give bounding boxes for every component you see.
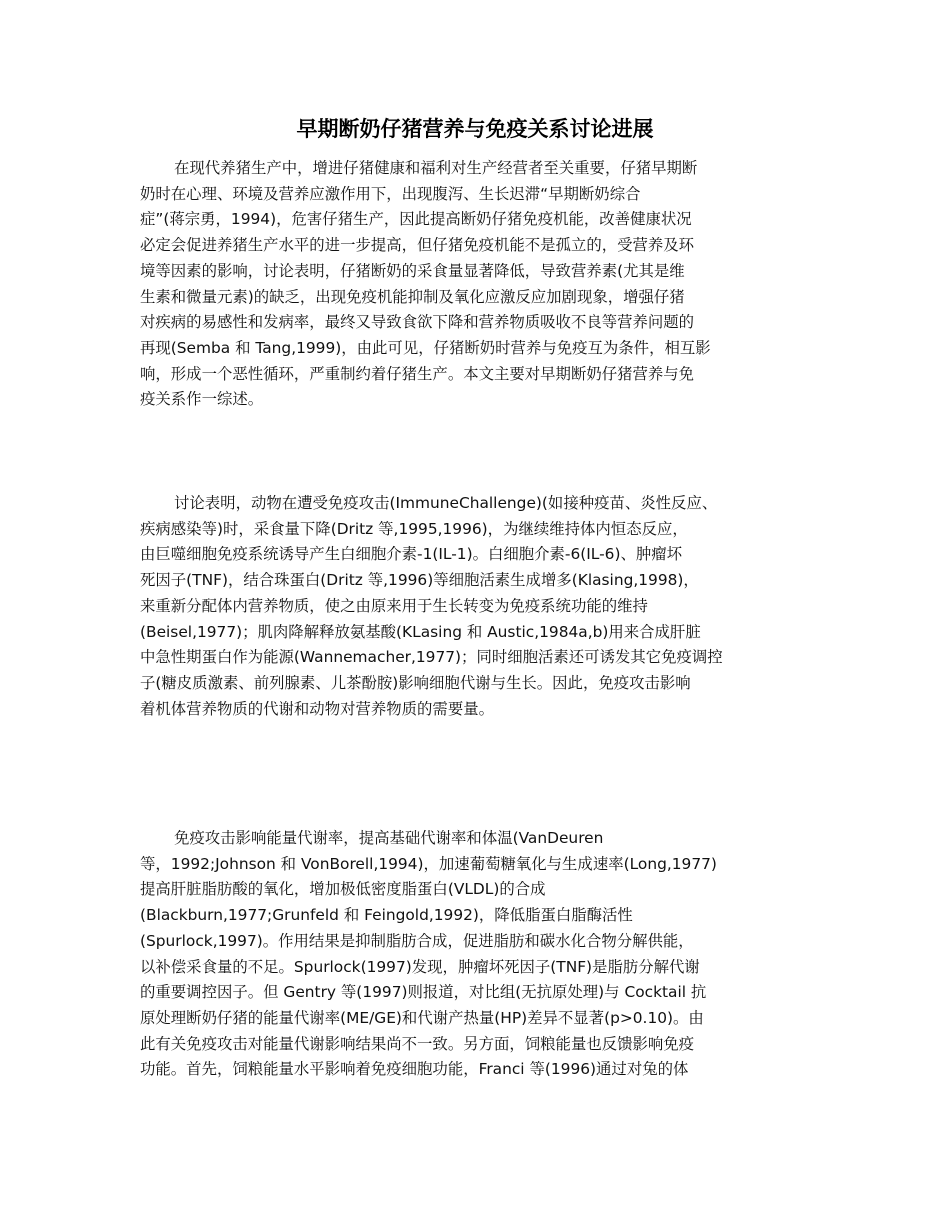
- text-line: (Beisel,1977)；肌肉降解释放氨基酸(KLasing 和 Austic,1984a,b)用来合成肝脏: [140, 622, 701, 641]
- text-line: 着机体营养物质的代谢和动物对营养物质的需要量。: [140, 699, 494, 718]
- text-line: 奶时在心理、环境及营养应激作用下，出现腹泻、生长迟滞“早期断奶综合: [140, 184, 641, 203]
- text-line: 症”(蒋宗勇，1994)，危害仔猪生产，因此提高断奶仔猪免疫机能，改善健康状况: [140, 210, 692, 229]
- text-line: 再现(Semba 和 Tang,1999)，由此可见，仔猪断奶时营养与免疫互为条件，相互影: [140, 338, 711, 357]
- paragraph-3: [140, 826, 820, 1083]
- text-line: 子(糖皮质激素、前列腺素、儿茶酚胺)影响细胞代谢与生长。因此，免疫攻击影响: [140, 673, 691, 692]
- text-line: 响，形成一个恶性循环，严重制约着仔猪生产。本文主要对早期断奶仔猪营养与免: [140, 364, 695, 383]
- text-line: 等，1992;Johnson 和 VonBorell,1994)，加速葡萄糖氧化与生成速率(Long,1977): [140, 854, 717, 873]
- text-line: 疾病感染等)时，采食量下降(Dritz 等,1995,1996)，为继续维持体内恒态反应，: [140, 519, 688, 538]
- text-line: 死因子(TNF)，结合珠蛋白(Dritz 等,1996)等细胞活素生成增多(Klasing,1998)，: [140, 571, 699, 590]
- text-line: 的重要调控因子。但 Gentry 等(1997)则报道，对比组(无抗原处理)与 Cocktail 抗: [140, 983, 707, 1002]
- paragraph-1: [140, 156, 820, 413]
- text-line: 此有关免疫攻击对能量代谢影响结果尚不一致。另方面，饲粮能量也反馈影响免疫: [140, 1034, 695, 1053]
- text-line: 由巨噬细胞免疫系统诱导产生白细胞介素-1(IL-1)。白细胞介素-6(IL-6)、肿瘤坏: [140, 545, 683, 564]
- text-line: 生素和微量元素)的缺乏，出现免疫机能抑制及氧化应激反应加剧现象，增强仔猪: [140, 287, 685, 306]
- text-line: 中急性期蛋白作为能源(Wannemacher,1977)；同时细胞活素还可诱发其它免疫调控: [140, 648, 723, 667]
- text-line: 功能。首先，饲粮能量水平影响着免疫细胞功能，Franci 等(1996)通过对兔的体: [140, 1060, 689, 1079]
- text-line: 来重新分配体内营养物质，使之由原来用于生长转变为免疫系统功能的维持: [140, 596, 648, 615]
- text-line: (Spurlock,1997)。作用结果是抑制脂肪合成，促进脂肪和碳水化合物分解供能，: [140, 931, 694, 950]
- text-line: 原处理断奶仔猪的能量代谢率(ME/GE)和代谢产热量(HP)差异不显著(p>0.10)。由: [140, 1008, 704, 1027]
- paragraph-2: [140, 491, 820, 722]
- text-line: 疫关系作一综述。: [140, 390, 264, 409]
- text-line: 讨论表明，动物在遭受免疫攻击(ImmuneChallenge)(如接种疫苗、炎性反应、: [174, 494, 718, 512]
- text-line: (Blackburn,1977;Grunfeld 和 Feingold,1992)，降低脂蛋白脂酶活性: [140, 906, 633, 925]
- text-line: 对疾病的易感性和发病率，最终又导致食欲下降和营养物质吸收不良等营养问题的: [140, 313, 695, 332]
- document-title: 早期断奶仔猪营养与免疫关系讨论进展: [296, 116, 654, 141]
- text-line: 在现代养猪生产中，增进仔猪健康和福利对生产经营者至关重要，仔猪早期断: [174, 159, 698, 177]
- text-line: 免疫攻击影响能量代谢率，提高基础代谢率和体温(VanDeuren: [174, 829, 604, 847]
- text-line: 境等因素的影响，讨论表明，仔猪断奶的采食量显著降低，导致营养素(尤其是维: [140, 261, 685, 280]
- text-line: 必定会促进养猪生产水平的进一步提高，但仔猪免疫机能不是孤立的，受营养及环: [140, 236, 695, 255]
- text-line: 以补偿采食量的不足。Spurlock(1997)发现，肿瘤坏死因子(TNF)是脂肪分解代谢: [140, 957, 700, 976]
- text-line: 提高肝脏脂肪酸的氧化，增加极低密度脂蛋白(VLDL)的合成: [140, 880, 546, 899]
